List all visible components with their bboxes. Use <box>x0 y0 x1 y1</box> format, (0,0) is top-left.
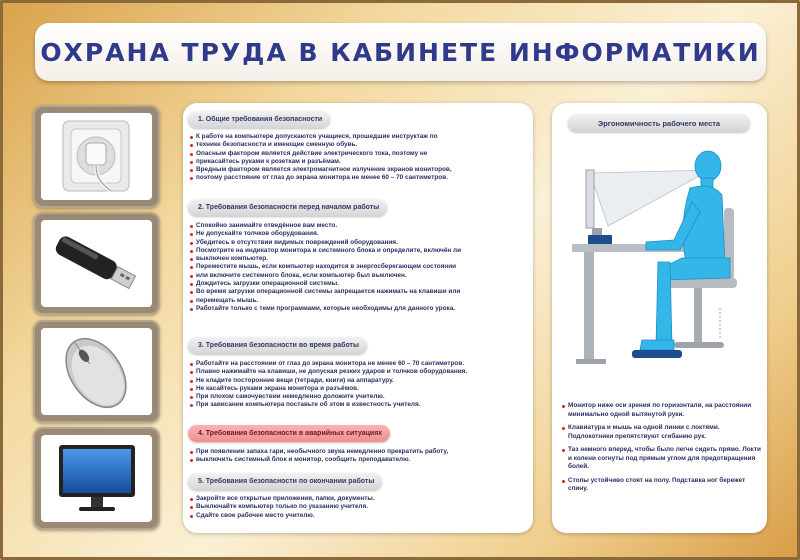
list-item: Работайте только с теми программами, которые необходимы для данного урока. <box>190 305 525 313</box>
list-item: Дождитесь загрузки операционной системы. <box>190 280 525 288</box>
ergonomics-heading: Эргономичность рабочего места <box>568 114 750 132</box>
workstation-posture-illustration <box>562 140 762 375</box>
list-item: выключен компьютер. <box>190 255 525 263</box>
section-heading-during: 3. Требования безопасности во время работы <box>188 337 367 354</box>
power-socket-icon <box>41 113 152 200</box>
usb-flash-drive-icon <box>41 220 152 307</box>
page-title: ОХРАНА ТРУДА В КАБИНЕТЕ ИНФОРМАТИКИ <box>40 37 761 67</box>
list-item: Выключайте компьютер только по указанию учителя. <box>190 503 525 511</box>
list-item: перемещать мышь. <box>190 297 525 305</box>
list-item: Посмотрите на индикатор монитора и системного блока и определите, включён ли <box>190 247 525 255</box>
list-item: Убедитесь в отсутствии видимых повреждений оборудования. <box>190 239 525 247</box>
list-item: Монитор ниже оси зрения по горизонтали, на расстоянии минимально одной вытянутой руки. <box>562 402 762 419</box>
section-heading-after: 5. Требования безопасности по окончании работы <box>188 473 382 490</box>
rules-general <box>190 133 525 183</box>
footrest <box>632 350 682 358</box>
list-item: Опасным фактором является действие электрического тока, поэтому не <box>190 150 525 158</box>
computer-mouse-icon <box>41 328 152 415</box>
list-item: К работе на компьютере допускаются учащиеся, прошедшие инструктаж по <box>190 133 525 141</box>
section-heading-before: 2. Требования безопасности перед началом работы <box>188 199 387 216</box>
list-item: Стопы устойчиво стоят на полу. Подставка ног бережет спину. <box>562 477 762 494</box>
list-item: Работайте на расстоянии от глаз до экрана монитора не менее 60 – 70 сантиметров. <box>190 360 525 368</box>
section-heading-emergency: 4. Требования безопасности в аварийных ситуациях <box>188 425 390 442</box>
list-item: или включите системного блока, если компьютер был выключен. <box>190 272 525 280</box>
rules-during <box>190 360 525 410</box>
rules-after <box>190 495 525 520</box>
list-item: прикасайтесь руками к розеткам и разъёмам. <box>190 158 525 166</box>
title-banner <box>35 23 766 81</box>
list-item: Не касайтесь руками экрана монитора и разъёмов. <box>190 385 525 393</box>
rules-before <box>190 222 525 313</box>
image-tile-socket <box>33 105 160 208</box>
list-item: Вредным фактором является электромагнитное излучение экранов мониторов, <box>190 166 525 174</box>
keyboard-icon <box>588 235 612 244</box>
monitor-side-icon <box>586 170 594 228</box>
list-item: выключить системный блок и монитор, сообщить преподавателю. <box>190 456 525 464</box>
list-item: Переместите мышь, если компьютер находится в энергосберегающем состоянии <box>190 263 525 271</box>
list-item: Таз немного вперед, чтобы было легче сидеть прямо. Локти и колени согнуты под прямым углом для предотвращения болей. <box>562 446 762 472</box>
list-item: Не кладите посторонние вещи (тетради, книги) на аппаратуру. <box>190 377 525 385</box>
list-item: технике безопасности и имеющие сменную обувь. <box>190 141 525 149</box>
list-item: Во время загрузки операционной системы запрещается нажимать на клавиши или <box>190 288 525 296</box>
rules-emergency <box>190 448 525 465</box>
image-tile-monitor <box>33 427 160 530</box>
list-item: Спокойно занимайте отведённое вам место. <box>190 222 525 230</box>
list-item: При зависании компьютера поставьте об этом в известность учителя. <box>190 401 525 409</box>
monitor-icon <box>41 435 152 522</box>
list-item: При появлении запаха гари, необычного звука немедленно прекратить работу, <box>190 448 525 456</box>
list-item: Плавно нажимайте на клавиши, не допуская резких ударов и толчков оборудования. <box>190 368 525 376</box>
list-item: поэтому расстояние от глаз до экрана монитора не менее 60 – 70 сантиметров. <box>190 174 525 182</box>
list-item: Сдайте свое рабочее место учителю. <box>190 512 525 520</box>
list-item: Закройте все открытые приложения, папки, документы. <box>190 495 525 503</box>
image-tile-mouse <box>33 320 160 423</box>
list-item: Клавиатура и мышь на одной линии с локтями. Подлокотники препятствуют сгибанию рук. <box>562 424 762 441</box>
ergonomics-list <box>562 402 762 499</box>
section-heading-general: 1. Общие требования безопасности <box>188 111 330 128</box>
image-tile-flash <box>33 212 160 315</box>
list-item: Не допускайте толчков оборудования. <box>190 230 525 238</box>
list-item: При плохом самочувствии немедленно доложите учителю. <box>190 393 525 401</box>
